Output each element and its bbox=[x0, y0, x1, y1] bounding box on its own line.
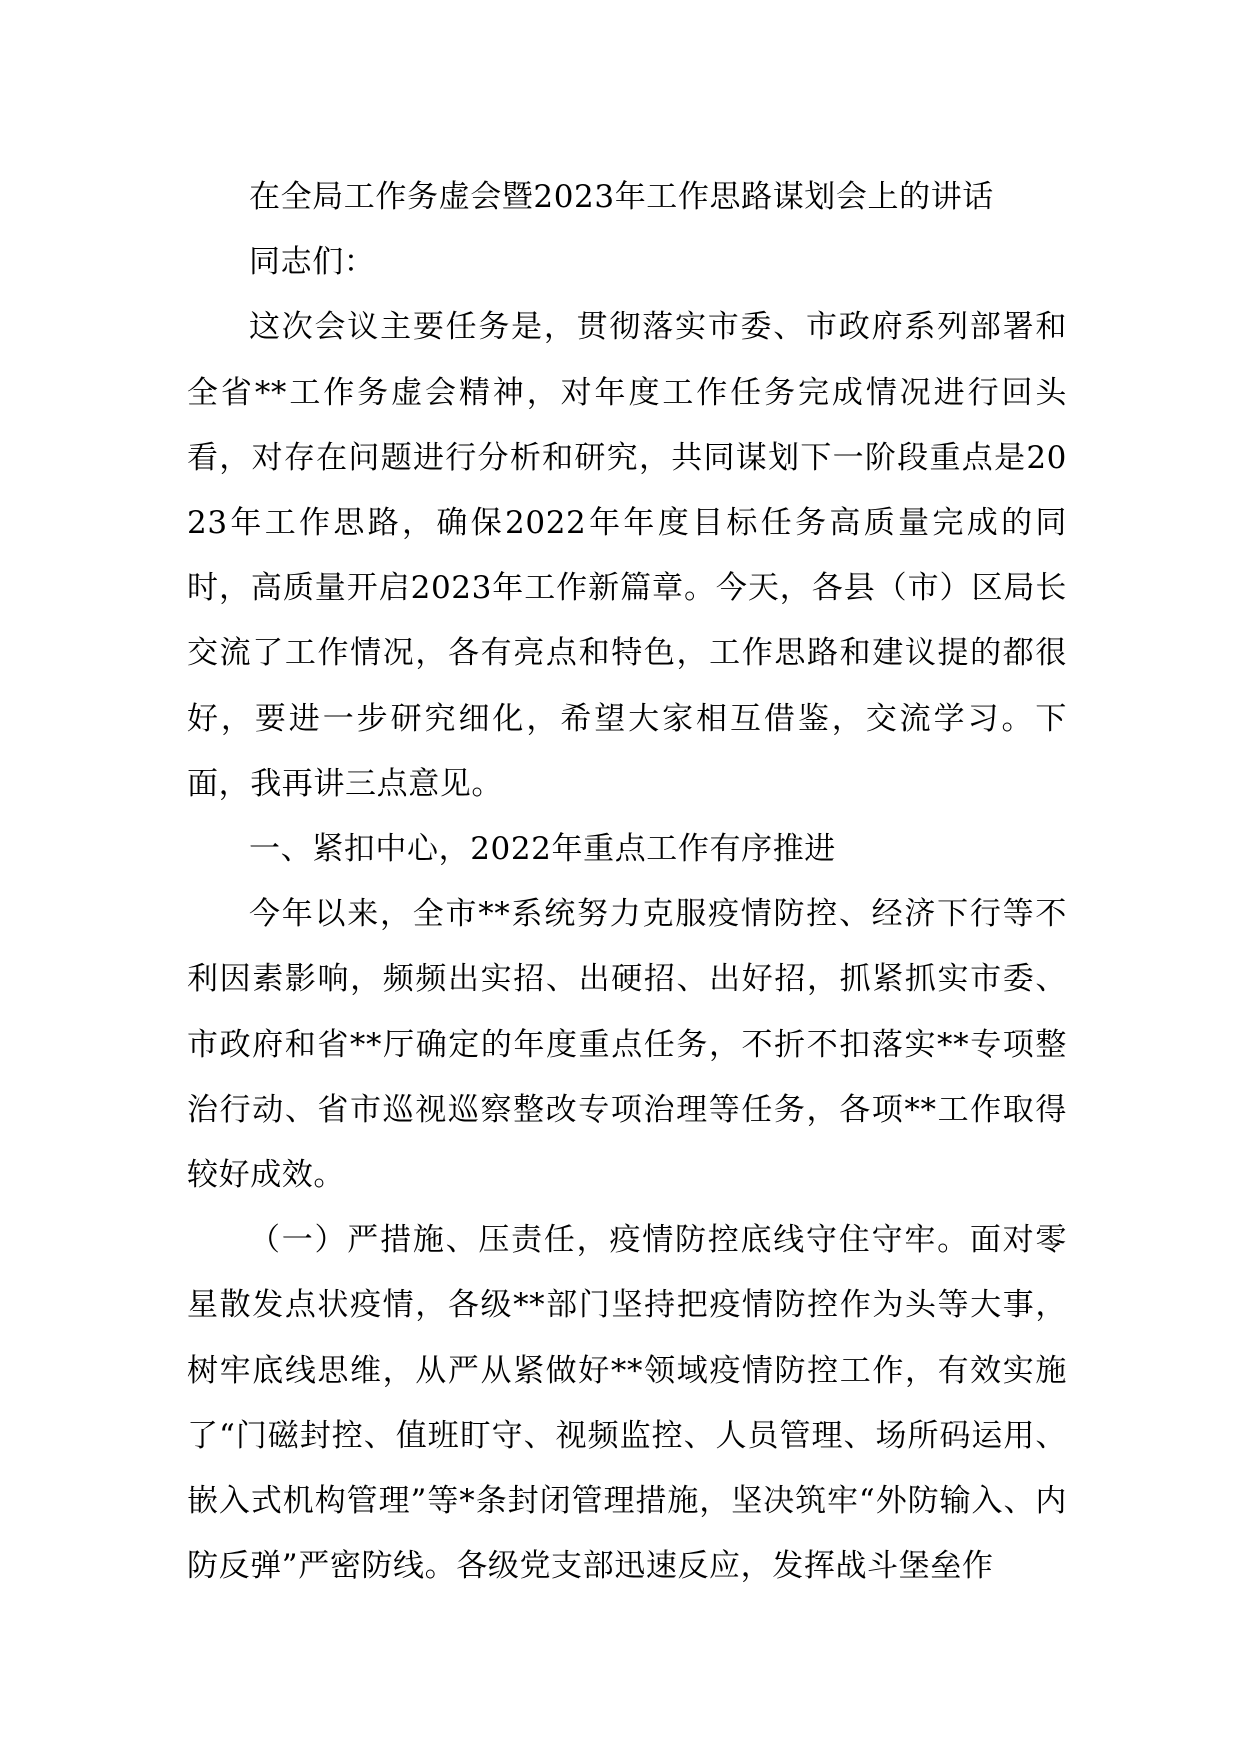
body-paragraph-subsection-1: （一）严措施、压责任，疫情防控底线守住守牢。面对零星散发点状疫情，各级**部门坚持把疫情防控作为头等大事，树牢底线思维，从严从紧做好**领域疫情防控工作，有效实施了“门磁封控、值班盯守、视频监控、人员管理、场所码运用、嵌入式机构管理”等*条封闭管理措施，坚决筑牢“外防输入、内防反弹”严密防线。各级党支部迅速反应，发挥战斗堡垒作 bbox=[187, 1222, 1067, 1585]
body-paragraph-overview: 今年以来，全市**系统努力克服疫情防控、经济下行等不利因素影响，频频出实招、出硬招、出好招，抓紧抓实市委、市政府和省**厅确定的年度重点任务，不折不扣落实**专项整治行动、省市巡视巡察整改专项治理等任务，各项**工作取得较好成效。 bbox=[187, 896, 1067, 1194]
section-heading-1: 一、紧扣中心，2022年重点工作有序推进 bbox=[249, 831, 836, 868]
document-body bbox=[187, 165, 1067, 1599]
body-paragraph-intro: 这次会议主要任务是，贯彻落实市委、市政府系列部署和全省**工作务虚会精神，对年度工作任务完成情况进行回头看，对存在问题进行分析和研究，共同谋划下一阶段重点是2023年工作思路，确保2022年年度目标任务高质量完成的同时，高质量开启2023年工作新篇章。今天，各县（市）区局长交流了工作情况，各有亮点和特色，工作思路和建议提的都很好，要进一步研究细化，希望大家相互借鉴，交流学习。下面，我再讲三点意见。 bbox=[187, 309, 1067, 802]
document-title: 在全局工作务虚会暨2023年工作思路谋划会上的讲话 bbox=[249, 179, 994, 215]
salutation: 同志们： bbox=[249, 244, 376, 281]
